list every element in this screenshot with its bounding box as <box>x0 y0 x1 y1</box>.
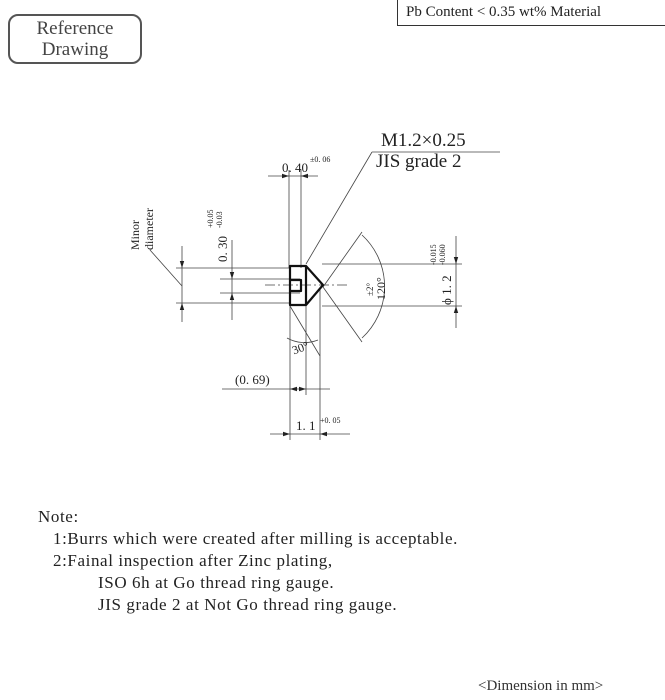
diameter-value: ϕ 1. 2 <box>439 275 454 305</box>
cone-angle-line-lower <box>323 287 362 342</box>
stamp-line2: Drawing <box>41 39 109 60</box>
note-item-2b: JIS grade 2 at Not Go thread ring gauge. <box>98 595 398 614</box>
arrow-offset-right <box>299 387 306 391</box>
length-tol: +0. 05 <box>320 416 341 425</box>
cone-angle-tol: ±2° <box>365 282 375 296</box>
thread-spec-label: M1.2×0.25 <box>381 130 466 151</box>
diameter-tol-upper: -0.015 <box>429 244 438 265</box>
slot-width-value: 0. 40 <box>282 160 308 175</box>
minor-dia-label-line2: diameter <box>142 208 156 250</box>
thread-spec-leader <box>306 152 372 264</box>
material-note: Pb Content < 0.35 wt% Material <box>397 0 665 26</box>
arrow-length-right <box>320 432 327 436</box>
thread-grade-label: JIS grade 2 <box>376 151 462 172</box>
slot-depth-tol-upper: +0.05 <box>206 209 215 228</box>
cone-angle-line-upper <box>323 232 362 287</box>
cone-angle-value: 120° <box>374 277 388 300</box>
stamp-line1: Reference <box>36 18 114 39</box>
screw-slot <box>290 280 301 291</box>
note-item-2a: ISO 6h at Go thread ring gauge. <box>98 573 335 592</box>
note-item-1: 1:Burrs which were created after milling is acceptable. <box>53 529 458 548</box>
notes-block <box>38 506 658 616</box>
units-label: <Dimension in mm> <box>478 678 604 694</box>
arrow-diameter-top <box>454 257 458 264</box>
slot-width-tol: ±0. 06 <box>310 155 331 164</box>
diameter-tol-lower: -0.060 <box>438 244 447 265</box>
minor-dia-label-line1: Minor <box>128 220 142 250</box>
arrow-length-left <box>283 432 290 436</box>
arrow-diameter-bottom <box>454 306 458 313</box>
chamfer-angle-value: 30° <box>290 338 311 358</box>
arrow-minor-dia-bottom <box>180 303 184 310</box>
length-value: 1. 1 <box>296 418 316 433</box>
slot-depth-tol-lower: -0.03 <box>215 211 224 228</box>
note-item-2: 2:Fainal inspection after Zinc plating, <box>53 551 333 570</box>
arrow-offset-left <box>290 387 297 391</box>
offset-value: (0. 69) <box>235 372 270 387</box>
slot-depth-value: 0. 30 <box>215 236 230 262</box>
arrow-minor-dia-top <box>180 261 184 268</box>
arrow-slot-depth-top <box>230 272 234 279</box>
arrow-slot-depth-bottom <box>230 293 234 300</box>
notes-title: Note: <box>38 507 79 526</box>
